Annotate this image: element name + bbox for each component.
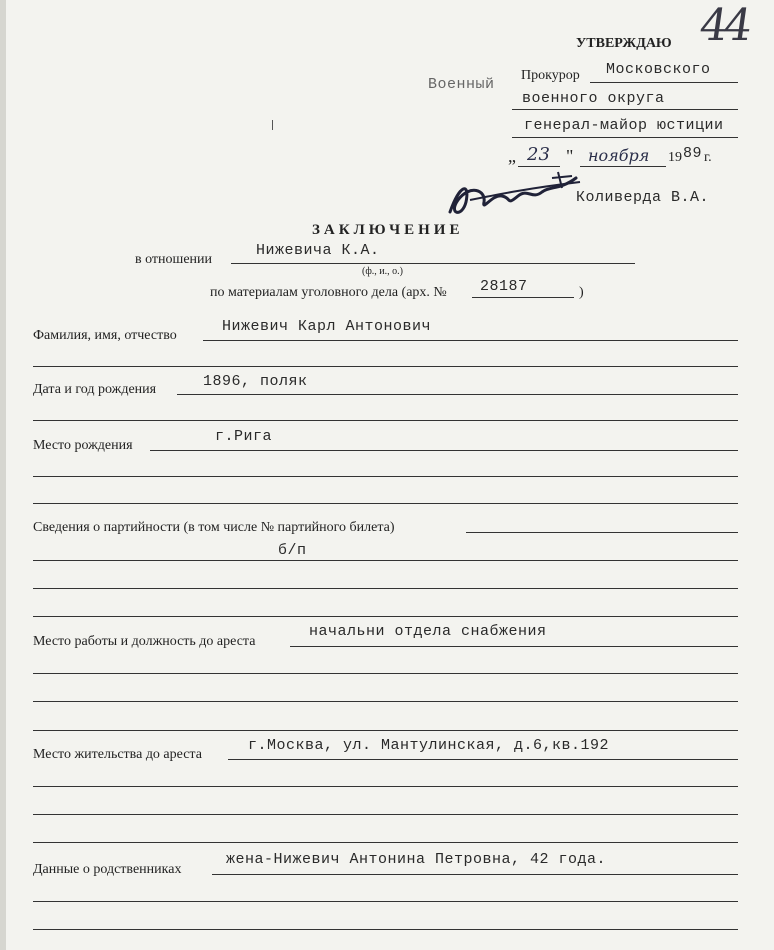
work-rule-3 bbox=[33, 701, 738, 702]
work-rule-4 bbox=[33, 730, 738, 731]
prosecutor-label: Прокурор bbox=[521, 68, 580, 83]
fio-label: Фамилия, имя, отчество bbox=[33, 328, 177, 343]
party-rule-4 bbox=[33, 616, 738, 617]
fio-rule bbox=[203, 340, 738, 341]
case-number: 28187 bbox=[480, 278, 528, 295]
date-quote-close: " bbox=[566, 146, 574, 166]
birth-date-rule bbox=[177, 394, 738, 395]
relatives-rule-3 bbox=[33, 929, 738, 930]
date-day: 23 bbox=[527, 144, 550, 165]
regarding-caption: (ф., и., о.) bbox=[362, 266, 403, 277]
archive-page-number: 44 bbox=[696, 0, 752, 51]
date-month-rule bbox=[580, 166, 666, 167]
date-quote-open: „ bbox=[508, 146, 516, 166]
regarding-rule bbox=[231, 263, 635, 264]
party-rule-2 bbox=[33, 560, 738, 561]
party-rule-3 bbox=[33, 588, 738, 589]
birth-date-label: Дата и год рождения bbox=[33, 382, 157, 397]
relatives-label: Данные о родственниках bbox=[33, 862, 182, 877]
fio-value: Нижевич Карл Антонович bbox=[222, 318, 432, 335]
prosecutor-line-2: военного округа bbox=[522, 90, 665, 107]
party-value: б/п bbox=[278, 542, 307, 559]
prosecutor-line-3: генерал-майор юстиции bbox=[524, 117, 724, 134]
page-edge-shadow bbox=[0, 0, 6, 950]
residence-rule-4 bbox=[33, 842, 738, 843]
military-word: Военный bbox=[428, 76, 495, 93]
case-label: по материалам уголовного дела (арх. № bbox=[210, 285, 447, 300]
residence-rule-2 bbox=[33, 786, 738, 787]
prosecutor-line-2-rule bbox=[512, 109, 738, 110]
case-close: ) bbox=[579, 285, 584, 300]
prosecutor-signature bbox=[440, 164, 590, 224]
date-month: ноября bbox=[588, 146, 650, 165]
relatives-rule bbox=[212, 874, 738, 875]
signer-name: Коливерда В.А. bbox=[576, 189, 710, 206]
birth-place-value: г.Рига bbox=[215, 428, 273, 445]
residence-value: г.Москва, ул. Мантулинская, д.6,кв.192 bbox=[248, 737, 610, 754]
prosecutor-line-1: Московского bbox=[606, 61, 711, 78]
document-title: ЗАКЛЮЧЕНИЕ bbox=[312, 222, 464, 238]
date-year-suffix: 89 bbox=[683, 145, 703, 162]
stray-mark bbox=[272, 120, 274, 130]
case-number-rule bbox=[472, 297, 574, 298]
party-label: Сведения о партийности (в том числе № партийного билета) bbox=[33, 520, 395, 535]
relatives-rule-2 bbox=[33, 901, 738, 902]
birth-place-rule-3 bbox=[33, 503, 738, 504]
regarding-label: в отношении bbox=[135, 252, 213, 267]
prosecutor-line-3-rule bbox=[512, 137, 738, 138]
birth-date-value: 1896, поляк bbox=[203, 373, 308, 390]
prosecutor-line-1-rule bbox=[590, 82, 738, 83]
birth-place-rule bbox=[150, 450, 738, 451]
birth-date-rule-2 bbox=[33, 420, 738, 421]
work-value: начальни отдела снабжения bbox=[309, 623, 547, 640]
work-label: Место работы и должность до ареста bbox=[33, 634, 256, 649]
work-rule-2 bbox=[33, 673, 738, 674]
work-rule bbox=[290, 646, 738, 647]
residence-rule bbox=[228, 759, 738, 760]
birth-place-rule-2 bbox=[33, 476, 738, 477]
fio-rule-2 bbox=[33, 366, 738, 367]
date-year-g: г. bbox=[704, 150, 712, 165]
relatives-value: жена-Нижевич Антонина Петровна, 42 года. bbox=[226, 851, 607, 868]
residence-label: Место жительства до ареста bbox=[33, 747, 202, 762]
approve-heading: УТВЕРЖДАЮ bbox=[576, 36, 672, 51]
date-year-prefix: 19 bbox=[668, 150, 682, 165]
birth-place-label: Место рождения bbox=[33, 438, 133, 453]
regarding-value: Нижевича К.А. bbox=[256, 242, 380, 259]
party-rule bbox=[466, 532, 738, 533]
residence-rule-3 bbox=[33, 814, 738, 815]
